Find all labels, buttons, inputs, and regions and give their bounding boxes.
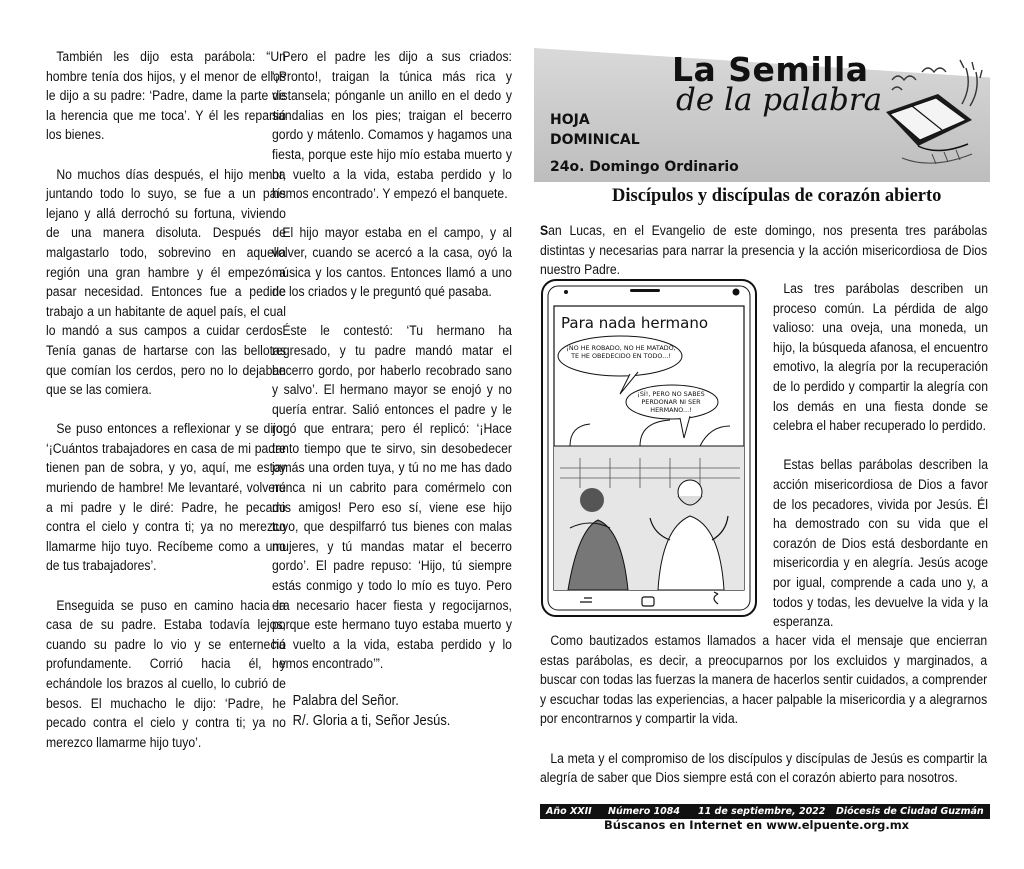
- article-paragraph: Como bautizados estamos llamados a hacer vida el mensaje que encierran estas parábolas, es decir, a preocuparnos por los excluidos y marginados, a buscar con todas las fuerzas la manera de hacerlos sentir cuidados, a comprender y escuchar todas las experiencias, a hacer palpable la misericordia y a alegrarnos por encontrarnos y compartir la vida.: [540, 633, 988, 728]
- gospel-paragraph: Se puso entonces a reflexionar y se dijo: ‘¡Cuántos trabajadores en casa de mi padre tienen pan de sobra, y yo, aquí, me estoy muriendo de hambre! Me levantaré, volveré a mi padre y le diré: Padre, he pecado contra el cielo y contra ti; ya no merezco llamarme hijo tuyo. Recíbeme como a uno de tus trabajadores’.: [46, 421, 286, 575]
- speech-bubble-son: ¡NO HE ROBADO, NO HE MATADO, TE HE OBEDECIDO EN TODO...!: [566, 344, 676, 360]
- gospel-paragraph: Pero el padre les dijo a sus criados: ‘¡Pronto!, traigan la túnica más rica y vístansela; pónganle un anillo en el dedo y sandalias en los pies; traigan el becerro gordo y mátenlo. Comamos y hagamos una fiesta, porque este hijo mío estaba muerto y ha vuelto a la vida, estaba perdido y lo hemos encontrado’. Y empezó el banquete.: [272, 49, 512, 203]
- closing-word-of-lord: Palabra del Señor.: [292, 692, 399, 709]
- gospel-paragraph: Enseguida se puso en camino hacia la casa de su padre. Estaba todavía lejos, cuando su padre lo vio y se enterneció profundamente. Corrió hacia él, y echándole los brazos al cuello, lo cubrió de besos. El muchacho le dijo: ‘Padre, he pecado contra el cielo y contra ti; ya no merezco llamarme hijo tuyo’.: [46, 597, 286, 751]
- gospel-paragraph: También les dijo esta parábola: “Un hombre tenía dos hijos, y el menor de ellos le dijo a su padre: ‘Padre, dame la parte de la herencia que me toca’. Y él les repartió los bienes.: [46, 49, 286, 144]
- masthead-title: La Semilla: [672, 50, 869, 89]
- masthead-subtitle: de la palabra: [676, 82, 883, 118]
- speech-bubble-father: ¡SÍ!, PERO NO SABES PERDONAR NI SER HERMANO...!: [637, 390, 705, 414]
- article-right-column: [773, 280, 988, 652]
- issue-date: 11 de septiembre, 2022: [698, 806, 826, 817]
- closing-response: R/. Gloria a ti, Señor Jesús.: [292, 712, 451, 729]
- bible-wheat-logo-icon: [872, 50, 990, 180]
- gospel-paragraph: El hijo mayor estaba en el campo, y al volver, cuando se acercó a la casa, oyó la música y los cantos. Entonces llamó a uno de los criados y le preguntó qué pasaba.: [272, 225, 512, 301]
- masthead: [534, 48, 990, 182]
- issue-info-bar: [540, 804, 990, 819]
- hoja-dominical-label: HOJA DOMINICAL: [550, 112, 640, 148]
- article-bottom: [540, 632, 987, 808]
- article-headline: Discípulos y discípulas de corazón abierto: [612, 186, 942, 206]
- article-paragraph: La meta y el compromiso de los discípulos y discípulas de Jesús es compartir la alegría de saber que Dios siempre está con el corazón abierto para nosotros.: [540, 750, 988, 787]
- gospel-column-middle: [272, 48, 512, 731]
- gospel-column-left: [46, 48, 286, 773]
- article-paragraph: Estas bellas parábolas describen la acción misericordiosa de Dios a favor de los pecadores, vivida por Jesús. Él ha demostrado con su vida que el corazón de Dios está desbordante en misericordia y en alegría. Jesús acoge por igual, comprende a cada uno y, a todos y todas, les devuelve la vida y la esperanza.: [773, 457, 988, 631]
- intro-text: an Lucas, en el Evangelio de este domingo, nos presenta tres parábolas distintas y necesarias para narrar la presencia y la acción misericordiosa de Dios nuestro Padre.: [540, 223, 988, 279]
- article-paragraph: Las tres parábolas describen un proceso común. La pérdida de algo valioso: una oveja, una moneda, un hijo, la búsqueda afanosa, el encuentro emotivo, la alegría por la recuperación de lo perdido y compartir la alegría con los demás en una fiesta donde se celebra el haber recuperado lo perdido.: [773, 281, 988, 435]
- liturgical-sunday: 24o. Domingo Ordinario: [550, 159, 739, 175]
- article-intro: [540, 222, 987, 281]
- gospel-paragraph: Éste le contestó: ‘Tu hermano ha regresado, y tu padre mandó matar el becerro gordo, por haberlo recobrado sano y salvo’. El hermano mayor se enojó y no quería entrar. Salió entonces el padre y le rogó que entrara; pero él replicó: ‘¡Hace tanto tiempo que te sirvo, sin desobedecer jamás una orden tuya, y tú no me has dado nunca ni un cabrito para comérmelo con mis amigos! Pero eso sí, viene ese hijo tuyo, que despilfarró tus bienes con malas mujeres, y tú mandas matar el becerro gordo’. El padre repuso: ‘Hijo, tú siempre estás conmigo y todo lo mío es tuyo. Pero era necesario hacer fiesta y regocijarnos, porque este hermano tuyo estaba muerto y ha vuelto a la vida, estaba perdido y lo hemos encontrado’”.: [272, 323, 512, 673]
- issue-year: Año XXII: [546, 806, 592, 817]
- website-line: Búscanos en Internet en www.elpuente.org.mx: [604, 818, 910, 832]
- gospel-paragraph: No muchos días después, el hijo menor, juntando todo lo suyo, se fue a un país lejano y allá derrochó su fortuna, viviendo de una manera disoluta. Después de malgastarlo todo, sobrevino en aquella región una gran hambre y él empezó a pasar necesidad. Entonces fue a pedirle trabajo a un habitante de aquel país, el cual lo mandó a sus campos a cuidar cerdos. Tenía ganas de hartarse con las bellotas que comían los cerdos, pero no lo dejaban que se las comiera.: [46, 166, 286, 399]
- issue-diocese: Diócesis de Ciudad Guzmán: [836, 806, 984, 817]
- cartoon-title: Para nada hermano: [561, 314, 708, 332]
- issue-number: Número 1084: [608, 806, 681, 817]
- intro-initial: S: [540, 223, 549, 239]
